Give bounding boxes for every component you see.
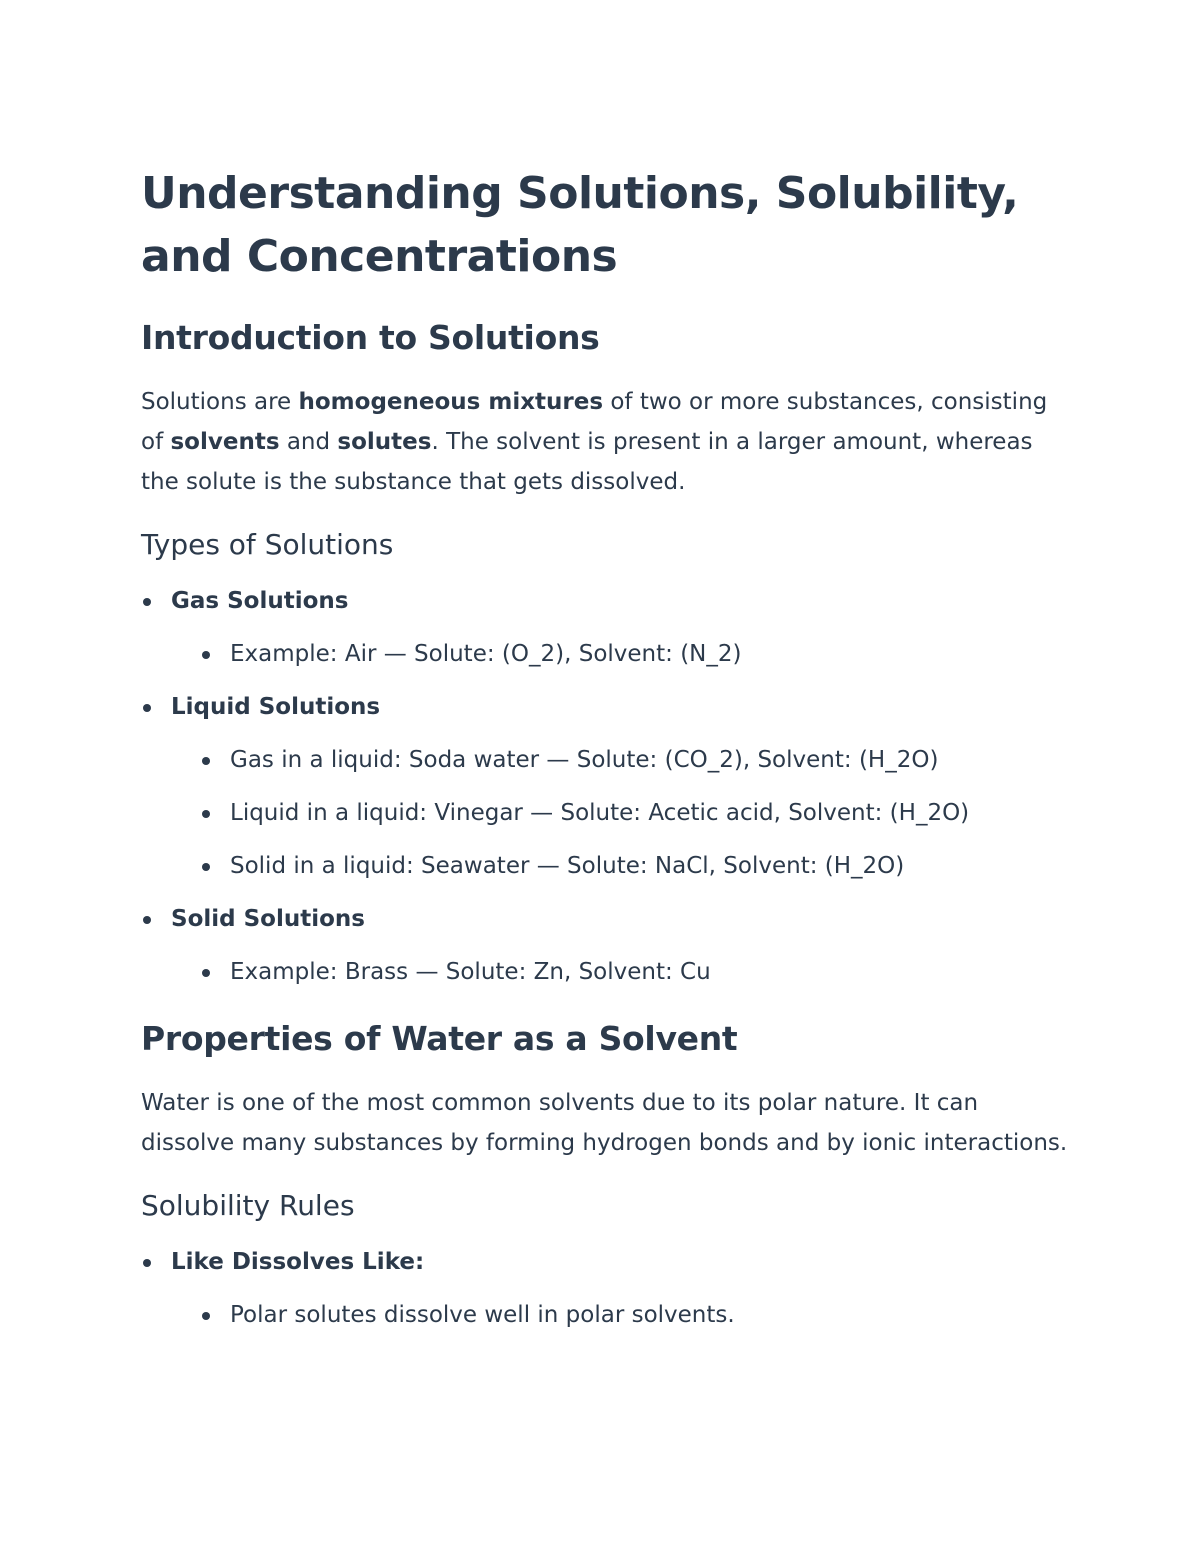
text-run: and [279, 429, 338, 455]
sub-list-item: Liquid in a liquid: Vinegar — Solute: Acetic acid, Solvent: (H_2O) [200, 796, 1070, 830]
bold-term-solutes: solutes [337, 429, 432, 455]
list-item-label: Gas Solutions [171, 588, 349, 614]
sub-list-item: Solid in a liquid: Seawater — Solute: NaCl, Solvent: (H_2O) [200, 849, 1070, 883]
section-heading-water-solvent: Properties of Water as a Solvent [141, 1019, 738, 1058]
list-item-label: Liquid Solutions [171, 694, 381, 720]
sub-list [171, 743, 1070, 883]
sub-list-item: Example: Air — Solute: (O_2), Solvent: (N_2) [200, 637, 1070, 671]
water-paragraph: Water is one of the most common solvents due to its polar nature. It can dissolve many substances by forming hydrogen bonds and by ionic interactions. [141, 1090, 1068, 1156]
intro-paragraph [141, 382, 1070, 502]
sub-list-item: Polar solutes dissolve well in polar solvents. [200, 1298, 1070, 1332]
sub-list [171, 955, 1070, 989]
list-item [141, 1245, 1070, 1332]
list-item [141, 902, 1070, 989]
bold-term-solvents: solvents [170, 429, 280, 455]
list-item [141, 584, 1070, 671]
rules-list [141, 1245, 1070, 1332]
bold-term-homogeneous-mixtures: homogeneous mixtures [298, 389, 604, 415]
subheading-solubility-rules: Solubility Rules [141, 1189, 355, 1222]
sub-list-item: Example: Brass — Solute: Zn, Solvent: Cu [200, 955, 1070, 989]
sub-list [171, 1298, 1070, 1332]
subheading-types-of-solutions: Types of Solutions [141, 528, 394, 561]
text-run: Solutions are [141, 389, 299, 415]
list-item [141, 690, 1070, 883]
list-item-label: Like Dissolves Like: [171, 1249, 425, 1275]
types-list [141, 584, 1070, 989]
text-run: of two or more substances, consisting of [141, 389, 1048, 455]
list-item-label: Solid Solutions [171, 906, 365, 932]
document-title: Understanding Solutions, Solubility, and Concentrations [141, 168, 1019, 282]
sub-list [171, 637, 1070, 671]
section-heading-introduction: Introduction to Solutions [141, 318, 600, 357]
text-run: . The solvent is present in a larger amount, whereas the solute is the substance that gets dissolved. [141, 429, 1033, 495]
sub-list-item: Gas in a liquid: Soda water — Solute: (CO_2), Solvent: (H_2O) [200, 743, 1070, 777]
